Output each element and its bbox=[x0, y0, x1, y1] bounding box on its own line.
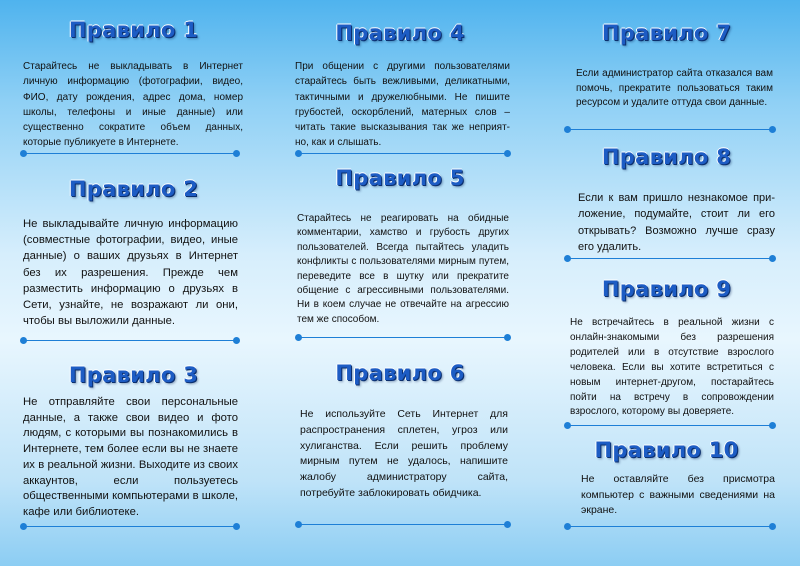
rule-5-title: Правило 5 bbox=[335, 166, 465, 190]
rule-7-text: Если администратор сайта отказался вам помочь, прекратите пользоваться таким ресурсом и удалите оттуда свои данные. bbox=[576, 68, 773, 109]
divider bbox=[298, 337, 508, 338]
divider bbox=[567, 258, 773, 259]
rule-9-title: Правило 9 bbox=[601, 277, 732, 301]
rule-5-text: Старайтесь не реагировать на обидные комментарии, хамство и грубость других пользователей. Всегда пытайтесь уладить конфликты с пользователями мирным путем, переведите все в шутку или прекратите общение с агрессивными пользователями. Ни в коем случае не отвечайте на агрессию тем же способом. bbox=[297, 213, 509, 325]
divider bbox=[298, 524, 508, 525]
rule-2-text: Не выкладывайте личную информацию (совместные фотографии, видео, иные данные) о ваших друзьях в Интернет без их разрешения. Прежде чем разместить информацию о друзьях в Сети, узнайте, не возражают ли они, чтобы вы выложили данные. bbox=[23, 218, 238, 328]
rule-1-text: Старайтесь не выкладывать в Интернет личную информацию (фотографии, видео, ФИО, дату рождения, адрес дома, номер школы, телефоны и иные данные) или существенно сократите объем данных, которые публикуете в Интернете. bbox=[23, 61, 243, 149]
divider bbox=[567, 129, 773, 130]
column-middle bbox=[267, 0, 533, 566]
rule-4-text: При общении с другими пользователями старайтесь быть вежливыми, деликатными, тактичными и дружелюбными. Не пишите грубостей, оскорблений, матерных слов – читать такие высказывания так же неприят-но, как и слышать. bbox=[295, 61, 510, 149]
column-left bbox=[0, 0, 267, 566]
divider bbox=[567, 425, 773, 426]
rule-2-title: Правило 2 bbox=[68, 177, 199, 201]
divider bbox=[23, 153, 237, 154]
rule-1-title: Правило 1 bbox=[68, 18, 199, 42]
rule-8-title: Правило 8 bbox=[601, 145, 732, 169]
rule-6-title: Правило 6 bbox=[335, 361, 465, 385]
rule-3-text: Не отправляйте свои персональные данные, а также свои видео и фото людям, с которыми вы познакомились в Интернете, тем более если вы не знаете их в реальной жизни. Выходите из своих аккаунтов, если пользуетесь общественными компьютерами в школе, кафе или библиотеке. bbox=[23, 396, 238, 518]
rule-4-title: Правило 4 bbox=[335, 21, 465, 45]
divider bbox=[23, 526, 237, 527]
column-right bbox=[533, 0, 800, 566]
rule-3-title: Правило 3 bbox=[68, 363, 199, 387]
rule-10-text: Не оставляйте без присмотра компьютер с важными сведениями на экране. bbox=[581, 473, 775, 517]
divider bbox=[23, 340, 237, 341]
rule-10-title: Правило 10 bbox=[594, 438, 739, 462]
rule-8-text: Если к вам пришло незнакомое при-ложение, подумайте, стоит ли его открывать? Возможно лучше сразу его удалить. bbox=[578, 192, 775, 253]
divider bbox=[298, 153, 508, 154]
rule-6-text: Не используйте Сеть Интернет для распространения сплетен, угроз или хулиганства. Если решить проблему мирным путем не удалось, напишите жалобу администратору сайта, потребуйте заблокировать обидчика. bbox=[300, 408, 508, 499]
rule-7-title: Правило 7 bbox=[601, 21, 732, 45]
rule-9-text: Не встречайтесь в реальной жизни с онлайн-знакомыми без разрешения родителей или в отсутствие взрослого человека. Если вы хотите встретиться с новым интернет-другом, постарайтесь пойти на встречу в сопровождении взрослого, которому вы доверяете. bbox=[570, 317, 774, 418]
divider bbox=[567, 526, 773, 527]
